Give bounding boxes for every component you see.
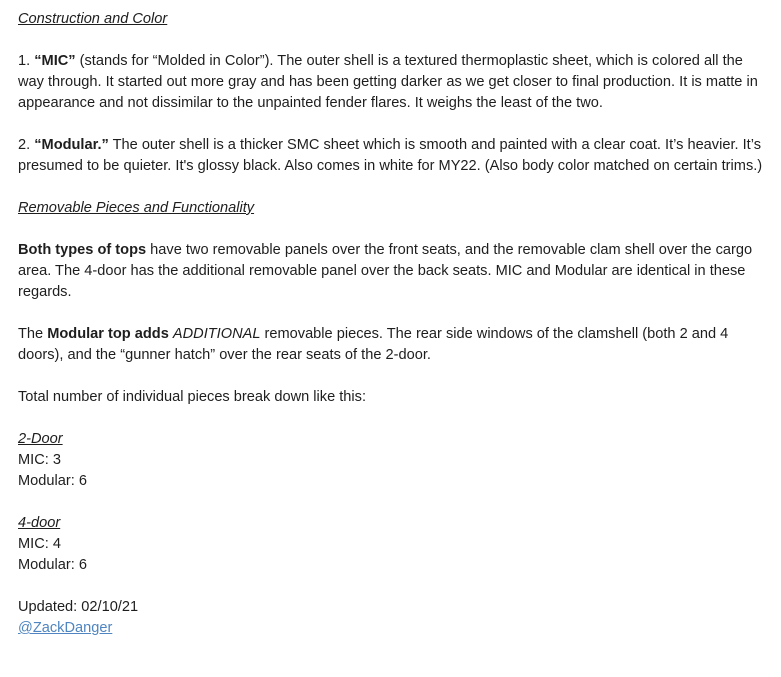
four-door-mic-count: MIC: 4: [18, 536, 61, 552]
two-door-label: 2-Door: [18, 431, 63, 447]
two-door-modular-count: Modular: 6: [18, 473, 87, 489]
updated-date: Updated: 02/10/21: [18, 599, 139, 615]
modular-number: 2.: [18, 137, 35, 153]
spacer: [18, 30, 763, 51]
author-link[interactable]: @ZackDanger: [18, 620, 113, 636]
author-line: [18, 618, 763, 639]
modular-adds-lead: The: [18, 326, 48, 342]
paragraph-modular: [18, 135, 763, 177]
section-heading-construction: Construction and Color: [18, 11, 168, 27]
paragraph-both-types: [18, 240, 763, 303]
spacer: [18, 366, 763, 387]
modular-adds-bold: Modular top adds: [47, 326, 169, 342]
section-heading-removable: Removable Pieces and Functionality: [18, 200, 255, 216]
spacer: [18, 492, 763, 513]
both-types-bold: Both types of tops: [18, 242, 147, 258]
modular-adds-italic: ADDITIONAL: [172, 326, 261, 342]
spacer: [18, 114, 763, 135]
spacer: [18, 219, 763, 240]
mic-description: (stands for “Molded in Color”). The outer shell is a textured thermoplastic sheet, which is colored all the way through. It started out more gray and has been getting darker as we get closer to final production. It is matte in appearance and not dissimilar to the unpainted fender flares. It weighs the least of the two.: [18, 53, 758, 111]
four-door-label: 4-door: [18, 515, 61, 531]
paragraph-modular-adds: [18, 324, 763, 366]
mic-number: 1.: [18, 53, 35, 69]
modular-name: “Modular.”: [34, 137, 109, 153]
spacer: [18, 177, 763, 198]
total-intro: Total number of individual pieces break down like this:: [18, 389, 367, 405]
mic-name: “MIC”: [34, 53, 76, 69]
two-door-mic-count: MIC: 3: [18, 452, 61, 468]
spacer: [18, 408, 763, 429]
modular-description: The outer shell is a thicker SMC sheet which is smooth and painted with a clear coat. It’s heavier. It’s presumed to be quieter. It's glossy black. Also comes in white for MY22. (Also body color matched on certain trims.): [18, 137, 763, 174]
spacer: [18, 303, 763, 324]
paragraph-mic: [18, 51, 763, 114]
both-types-text: have two removable panels over the front seats, and the removable clam shell over the cargo area. The 4-door has the additional removable panel over the back seats. MIC and Modular are identical in these regards.: [18, 242, 753, 300]
four-door-modular-count: Modular: 6: [18, 557, 87, 573]
modular-adds-text: removable pieces. The rear side windows of the clamshell (both 2 and 4 doors), and the “gunner hatch” over the rear seats of the 2-door.: [18, 326, 729, 363]
spacer: [18, 576, 763, 597]
